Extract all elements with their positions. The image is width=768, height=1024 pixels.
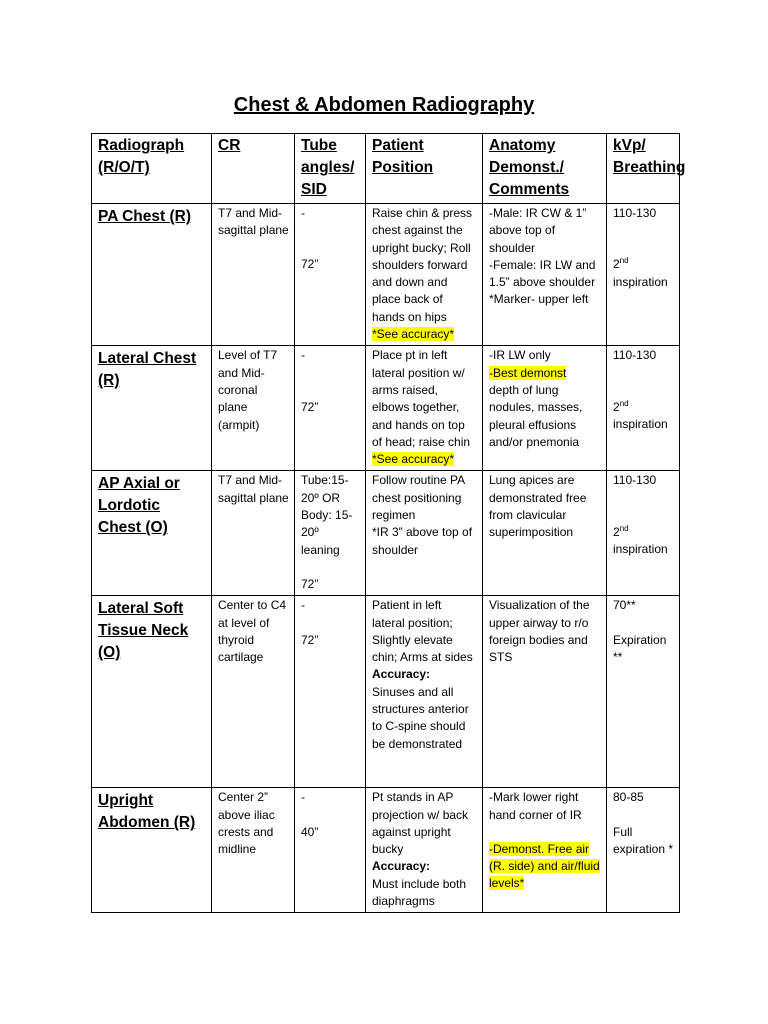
row-anatomy	[483, 346, 607, 471]
position-text: *IR 3” above top of shoulder	[372, 525, 473, 557]
position-text: Raise chin & press chest against the upright bucky; Roll shoulders forward and down and place back of hands on hips	[372, 206, 473, 324]
row-cr: T7 and Mid-sagittal plane	[212, 204, 295, 346]
anatomy-line: depth of lung nodules, masses, pleural effusions and/or pnemonia	[489, 382, 583, 449]
anatomy-line: -Mark lower right hand corner of IR	[489, 790, 582, 822]
table-row	[92, 596, 680, 788]
sid: 72”	[301, 257, 319, 272]
breathing: 2nd inspiration	[613, 523, 668, 557]
row-cr: Center 2” above iliac crests and midline	[212, 788, 295, 913]
position-text: Pt stands in AP projection w/ back against upright bucky	[372, 790, 469, 857]
kvp-value: 110-130	[613, 206, 657, 220]
tube-angle: Tube:15-20º OR Body: 15-20º leaning	[301, 473, 353, 557]
header-radiograph: Radiograph (R/O/T)	[92, 134, 212, 204]
row-cr: Center to C4 at level of thyroid cartilage	[212, 596, 295, 788]
accuracy-note: *See accuracy*	[372, 452, 455, 467]
kvp-value: 80-85	[613, 790, 644, 805]
accuracy-note: *See accuracy*	[372, 327, 455, 342]
breathing: Full expiration *	[613, 824, 674, 856]
tube-angle: -	[301, 790, 305, 805]
row-kvp	[607, 788, 680, 913]
anatomy-highlight: -Best demonst	[489, 365, 567, 380]
row-name: Lateral Soft Tissue Neck (O)	[92, 596, 212, 788]
row-kvp	[607, 471, 680, 596]
tube-angle: -	[301, 348, 305, 363]
accuracy-text: Sinuses and all structures anterior to C-spine should be demonstrated	[372, 684, 469, 751]
row-tube	[295, 596, 366, 788]
sid: 72”	[301, 399, 319, 414]
row-cr: Level of T7 and Mid-coronal plane (armpit)	[212, 346, 295, 471]
row-cr: T7 and Mid-sagittal plane	[212, 471, 295, 596]
row-kvp	[607, 346, 680, 471]
sid: 72”	[301, 576, 319, 591]
kvp-value: 110-130	[613, 473, 657, 488]
anatomy-highlight: -Demonst. Free air (R. side) and air/fluid levels*	[489, 841, 600, 891]
header-row	[92, 134, 680, 204]
row-name: AP Axial or Lordotic Chest (O)	[92, 471, 212, 596]
kvp-value: 110-130	[613, 348, 657, 363]
breathing: Expiration **	[613, 632, 667, 664]
row-anatomy	[483, 471, 607, 596]
row-position	[366, 596, 483, 788]
row-tube	[295, 788, 366, 913]
row-tube	[295, 346, 366, 471]
row-anatomy	[483, 204, 607, 346]
sid: 40”	[301, 824, 319, 839]
position-text: Follow routine PA chest positioning regimen	[372, 473, 465, 523]
position-text: Place pt in left lateral position w/ arms raised, elbows together, and hands on top of head; raise chin	[372, 348, 471, 449]
sid: 72”	[301, 632, 319, 647]
header-position: Patient Position	[366, 134, 483, 204]
anatomy-line: -IR LW only	[489, 348, 551, 363]
table-row	[92, 471, 680, 596]
tube-angle: -	[301, 598, 305, 613]
row-name: Upright Abdomen (R)	[92, 788, 212, 913]
header-cr: CR	[212, 134, 295, 204]
anatomy-line: Visualization of the upper airway to r/o foreign bodies and STS	[489, 598, 590, 665]
position-text: Patient in left lateral position; Slightly elevate chin; Arms at sides	[372, 598, 473, 665]
anatomy-line: Lung apices are demonstrated free from clavicular superimposition	[489, 473, 587, 540]
header-kvp: kVp/ Breathing	[607, 134, 680, 204]
table-row	[92, 346, 680, 471]
row-kvp	[607, 204, 680, 346]
row-anatomy	[483, 788, 607, 913]
row-name: PA Chest (R)	[92, 204, 212, 346]
accuracy-label: Accuracy:	[372, 667, 431, 682]
table-row	[92, 204, 680, 346]
anatomy-line: *Marker- upper left	[489, 292, 589, 307]
row-kvp	[607, 596, 680, 788]
header-tube: Tube angles/ SID	[295, 134, 366, 204]
header-anatomy: Anatomy Demonst./ Comments	[483, 134, 607, 204]
row-position	[366, 788, 483, 913]
tube-angle: -	[301, 206, 305, 220]
row-tube	[295, 471, 366, 596]
row-position	[366, 204, 483, 346]
row-position	[366, 471, 483, 596]
accuracy-label: Accuracy:	[372, 859, 431, 874]
accuracy-text: Must include both diaphragms	[372, 876, 467, 909]
breathing: 2nd inspiration	[613, 398, 668, 431]
anatomy-line: -Male: IR CW & 1” above top of shoulder	[489, 206, 587, 255]
row-anatomy	[483, 596, 607, 788]
radiography-table	[91, 133, 686, 913]
row-tube	[295, 204, 366, 346]
row-name: Lateral Chest (R)	[92, 346, 212, 471]
table-row	[92, 788, 680, 913]
breathing: 2nd inspiration	[613, 256, 668, 289]
anatomy-line: -Female: IR LW and 1.5” above shoulder	[489, 257, 596, 290]
page-title: Chest & Abdomen Radiography	[233, 94, 535, 116]
kvp-value: 70**	[613, 598, 636, 613]
row-position	[366, 346, 483, 471]
